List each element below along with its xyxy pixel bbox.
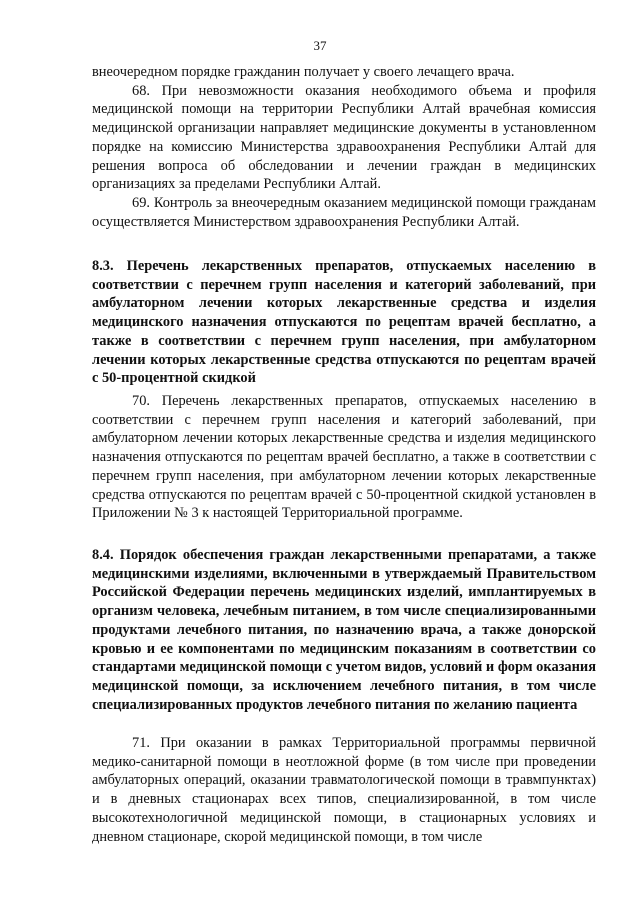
paragraph-71: 71. При оказании в рамках Территориальной программы первичной медико-санитарной помощи в неотложной форме (в том числе при проведении амбулаторных операций, оказании травматологической помощи в травмпунктах) и в дневных стационарах всех типов, специализированной, в том числе высокотехнологичной медицинской помощи, в стационарных условиях и дневном стационаре, скорой медицинской помощи, в том числе — [92, 735, 596, 845]
paragraph-67-tail: внеочередном порядке гражданин получает у своего лечащего врача. — [92, 64, 515, 80]
paragraph-68: 68. При невозможности оказания необходимого объема и профиля медицинской помощи на территории Республики Алтай врачебная комиссия медицинской организации направляет медицинские документы в установленном порядке на комиссию Министерства здравоохранения Республики Алтай для решения вопроса об обследовании и лечении граждан в медицинских организациях за пределами Республики Алтай. — [92, 82, 596, 193]
paragraph-69: 69. Контроль за внеочередным оказанием медицинской помощи гражданам осуществляется Министерством здравоохранения Республики Алтай. — [92, 194, 596, 230]
intro-block — [92, 63, 596, 231]
paragraph-70-block — [92, 392, 596, 523]
section-heading-8-3: 8.3. Перечень лекарственных препаратов, отпускаемых населению в соответствии с перечнем групп населения и категорий заболеваний, при амбулаторном лечении которых лекарственные средства и изделия медицинского назначения отпускаются по рецептам врачей бесплатно, а также в соответствии с перечнем групп населения, при амбулаторном лечении которых лекарственные средства отпускаются по рецептам врачей с 50-процентной скидкой — [92, 258, 596, 387]
section-8-3-heading-block — [92, 257, 596, 388]
section-8-4-heading-block — [92, 546, 596, 714]
section-heading-8-4: 8.4. Порядок обеспечения граждан лекарственными препаратами, а также медицинскими изделиями, включенными в утверждаемый Правительством Российской Федерации перечень медицинских изделий, имплантируемых в организм человека, лечебным питанием, в том числе специализированными продуктами лечебного питания, по назначению врача, а также донорской кровью и ее компонентами по медицинским показаниям в соответствии со стандартами медицинской помощи с учетом видов, условий и форм оказания медицинской помощи, за исключением лечебного питания, в том числе специализированных продуктов лечебного питания по желанию пациента — [92, 547, 596, 713]
paragraph-70: 70. Перечень лекарственных препаратов, отпускаемых населению в соответствии с перечнем групп населения и категорий заболеваний, при амбулаторном лечении которых лекарственные средства и изделия медицинского назначения отпускаются по рецептам врачей бесплатно, а также в соответствии с перечнем групп населения, при амбулаторном лечении которых лекарственные средства отпускаются по рецептам врачей с 50-процентной скидкой установлен в Приложении № 3 к настоящей Территориальной программе. — [92, 393, 596, 522]
page-number: 37 — [313, 38, 327, 53]
paragraph-71-block — [92, 734, 596, 846]
